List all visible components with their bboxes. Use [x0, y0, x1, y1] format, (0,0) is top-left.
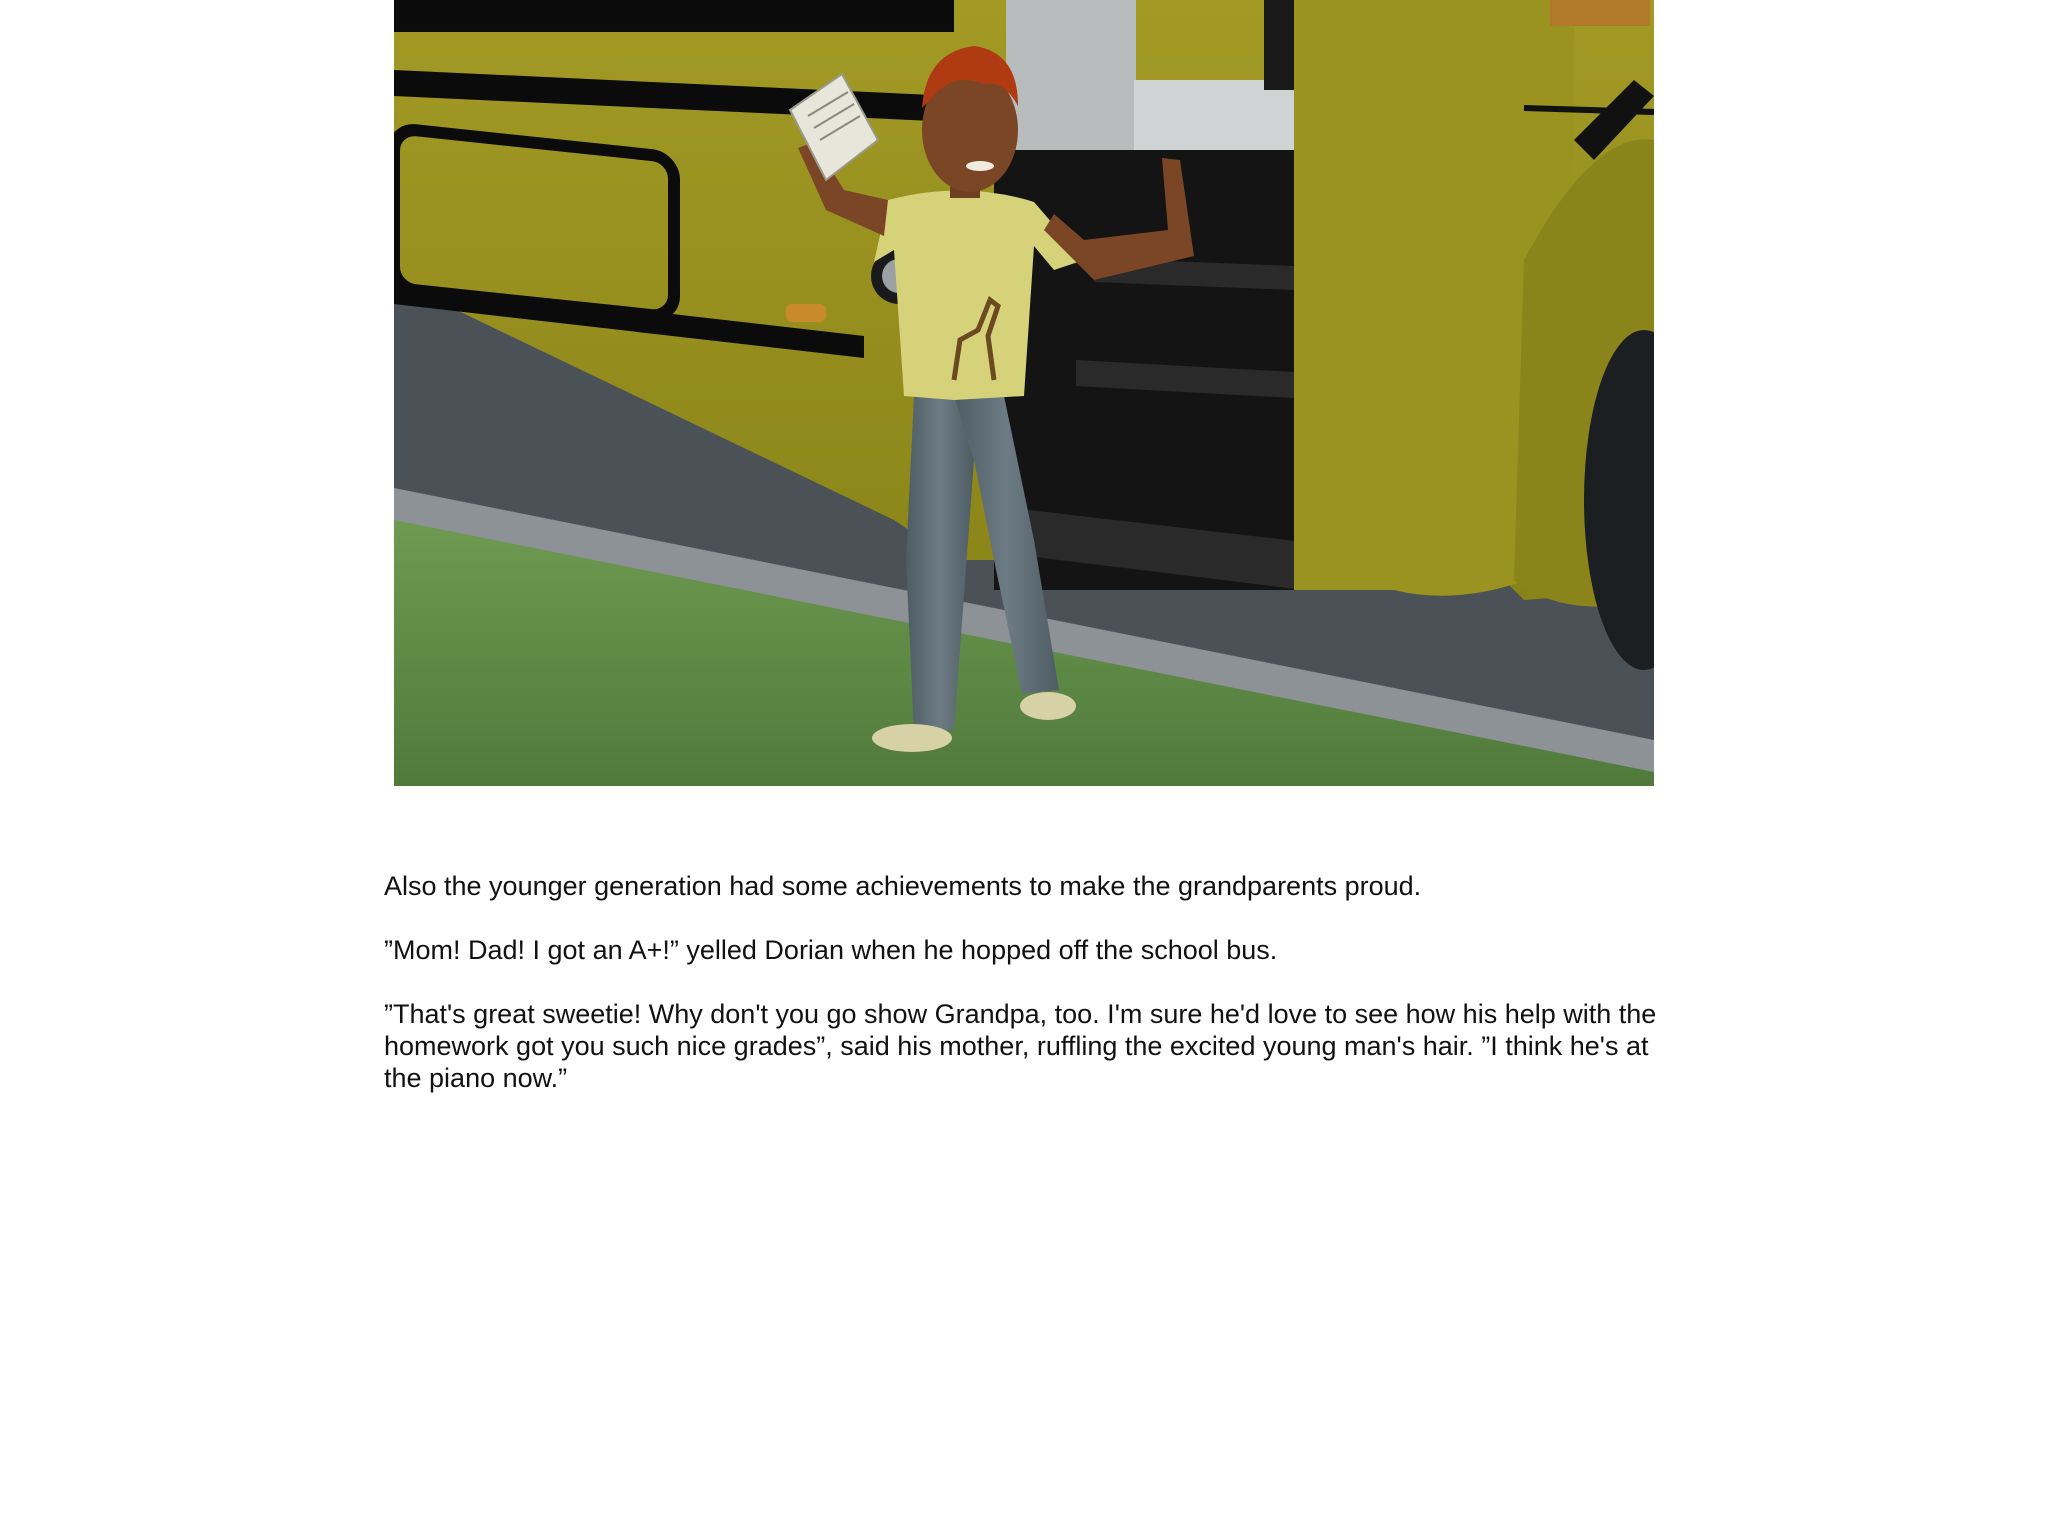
bus-door-window — [1134, 80, 1304, 160]
child-smile — [966, 161, 994, 171]
story-paragraph-2: ”Mom! Dad! I got an A+!” yelled Dorian when he hopped off the school bus. — [384, 935, 1278, 965]
bus-top-light — [1550, 0, 1650, 26]
bus-scene-image — [394, 0, 1654, 786]
child-left-shoe — [872, 724, 952, 752]
bus-door-glass — [1006, 0, 1136, 170]
story-paragraph-1: Also the younger generation had some achievements to make the grandparents proud. — [384, 871, 1422, 901]
bus-marker-light — [786, 304, 826, 322]
child-right-shoe — [1020, 692, 1076, 720]
story-text — [384, 870, 1684, 1126]
story-paragraph-3: ”That's great sweetie! Why don't you go show Grandpa, too. I'm sure he'd love to see how his help with the homework got you such nice grades”, said his mother, ruffling the excited young man's hair. ”I think he's at the piano now.” — [384, 999, 1657, 1093]
bus-trim-line — [1524, 108, 1654, 112]
story-illustration — [394, 0, 1654, 786]
bus-top-stripe — [394, 0, 954, 32]
